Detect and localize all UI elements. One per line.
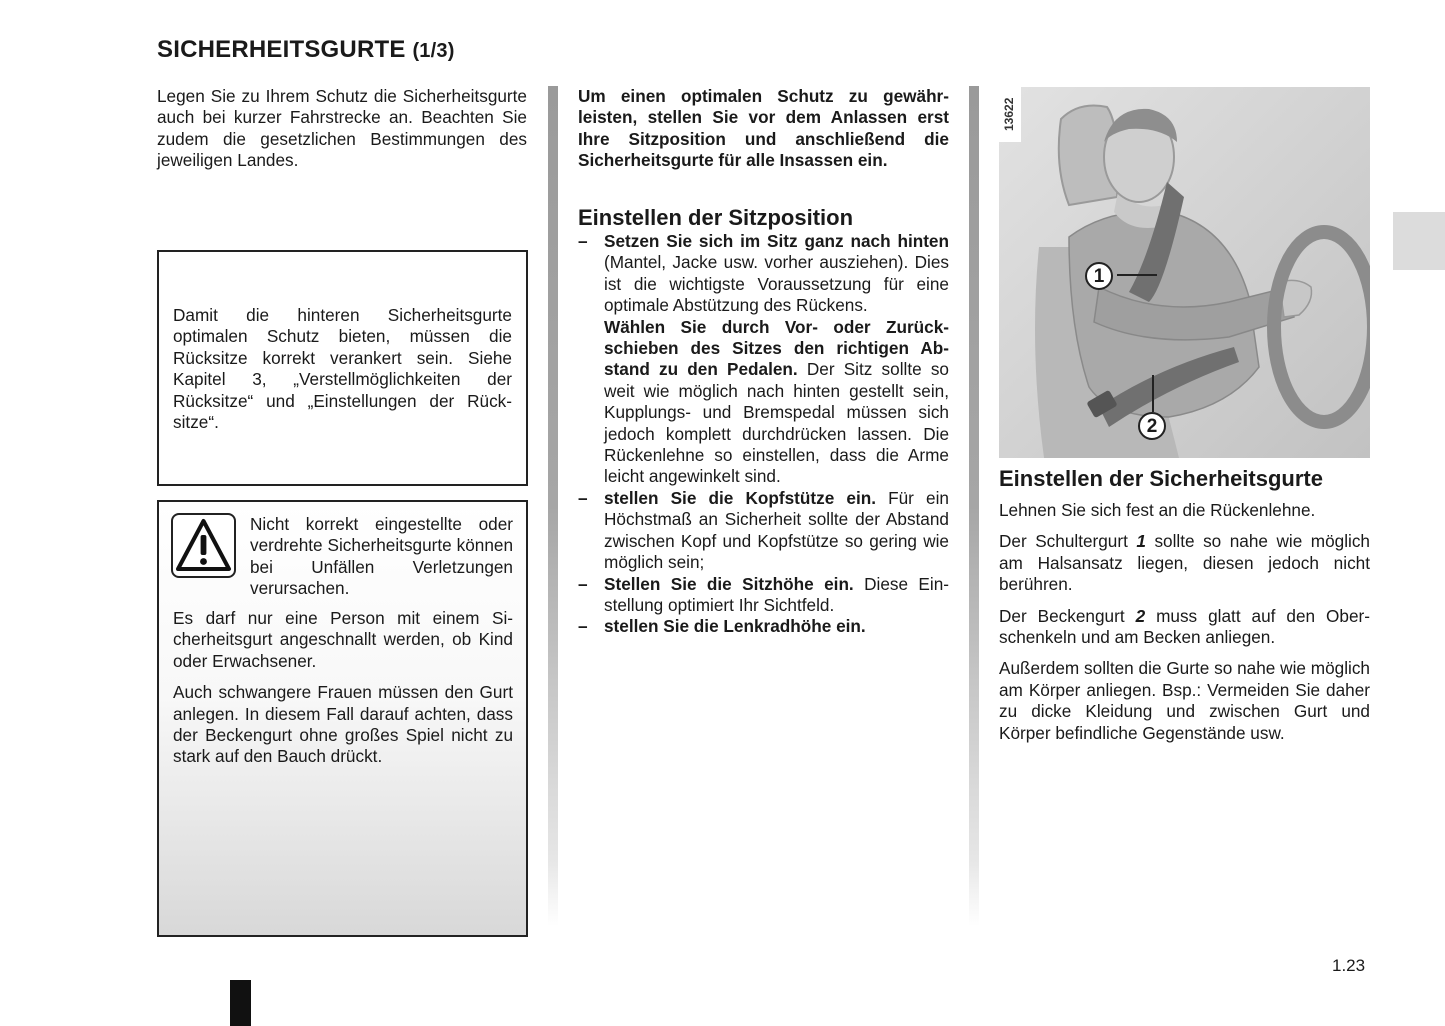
column-separator-1 (548, 86, 558, 926)
warning-paragraph-3: Auch schwangere Frauen müssen den Gurt anlegen. In diesem Fall darauf achten, dass der Beckengurt ohne großes Spiel nicht zu stark auf den Bauch drückt. (173, 682, 513, 767)
list-item: – Stellen Sie die Sitzhöhe ein. Diese Einstellung optimiert Ihr Sichtfeld. (578, 573, 949, 615)
edge-marker (230, 980, 251, 1026)
column-separator-2 (969, 86, 979, 926)
seatbelt-illustration (999, 87, 1370, 458)
belt-paragraph-2: Der Schultergurt 1 sollte so nahe wie möglich am Halsansatz liegen, diesen jedoch nicht berühren. (999, 531, 1370, 595)
chapter-tab (1393, 212, 1445, 270)
list-item: – stellen Sie die Kopfstütze ein. Für ein Höchstmaß an Sicherheit sollte der Abstand zwischen Kopf und Kopfstütze so gering wie möglich sein; (578, 487, 949, 573)
callout-2: 2 (1138, 412, 1166, 440)
page-title-suffix: (1/3) (412, 40, 455, 62)
callout-1: 1 (1085, 262, 1113, 290)
warning-text: Nicht korrekt eingestellte oder verdrehte Sicherheitsgurte können bei Unfällen Verletzungen verursachen. (250, 514, 513, 599)
intro-bold-paragraph: Um einen optimalen Schutz zu gewährleisten, stellen Sie vor dem Anlassen erst Ihre Sitzposition und anschließend die Sicherheitsgurte für alle Insassen ein. (578, 86, 949, 171)
page-number: 1.23 (1332, 956, 1366, 975)
belt-paragraph-1: Lehnen Sie sich fest an die Rückenlehne. (999, 500, 1316, 520)
seat-adjustment-list (578, 231, 949, 638)
belt-paragraph-4: Außerdem sollten die Gurte so nahe wie möglich am Körper anliegen. Bsp.: Vermeiden Sie daher zu dicke Kleidung und zwischen Gurt und Körper befindliche Gegenstände usw. (999, 658, 1370, 743)
list-item: – stellen Sie die Lenkradhöhe ein. (578, 616, 866, 637)
warning-icon (171, 513, 236, 578)
warning-paragraph-2: Es darf nur eine Person mit einem Sicherheitsgurt angeschnallt werden, ob Kind oder Erwachsener. (173, 608, 513, 671)
image-code: 13622 (1002, 97, 1016, 131)
info-box-text: Damit die hinteren Sicherheitsgurte optimalen Schutz bieten, müssen die Rücksitze korrekt verankert sein. Siehe Kapitel 3, „Verstellmöglichkeiten der Rücksitze“ und „Einstellungen der Rücksitze“. (173, 305, 512, 433)
intro-paragraph: Legen Sie zu Ihrem Schutz die Sicherheitsgurte auch bei kurzer Fahrstrecke an. Beachten Sie zudem die gesetzlichen Bestimmungen des jeweiligen Landes. (157, 86, 527, 171)
section-heading-seat: Einstellen der Sitzposition (578, 205, 854, 230)
belt-paragraph-3: Der Beckengurt 2 muss glatt auf den Oberschenkeln und am Becken anliegen. (999, 605, 1370, 648)
info-box (157, 250, 528, 486)
page-title: SICHERHEITSGURTE (1/3) (157, 36, 455, 63)
section-heading-belts: Einstellen der Sicherheitsgurte (999, 466, 1323, 491)
list-item: – Setzen Sie sich im Sitz ganz nach hinten (Mantel, Jacke usw. vorher ausziehen). Dies ist die wichtigste Voraussetzung für eine optimale Abstützung des Rückens. Wählen Sie durch Vor- oder Zurückschieben des Sitzes den richtigen Abstand zu den Pedalen. Der Sitz sollte so weit wie möglich nach hinten gestellt sein, Kupplungs- und Bremspedal müssen sich jedoch komplett durchdrücken lassen. Die Rückenlehne so einstellen, dass die Arme leicht angewinkelt sind. (578, 231, 949, 487)
warning-box (157, 500, 528, 937)
